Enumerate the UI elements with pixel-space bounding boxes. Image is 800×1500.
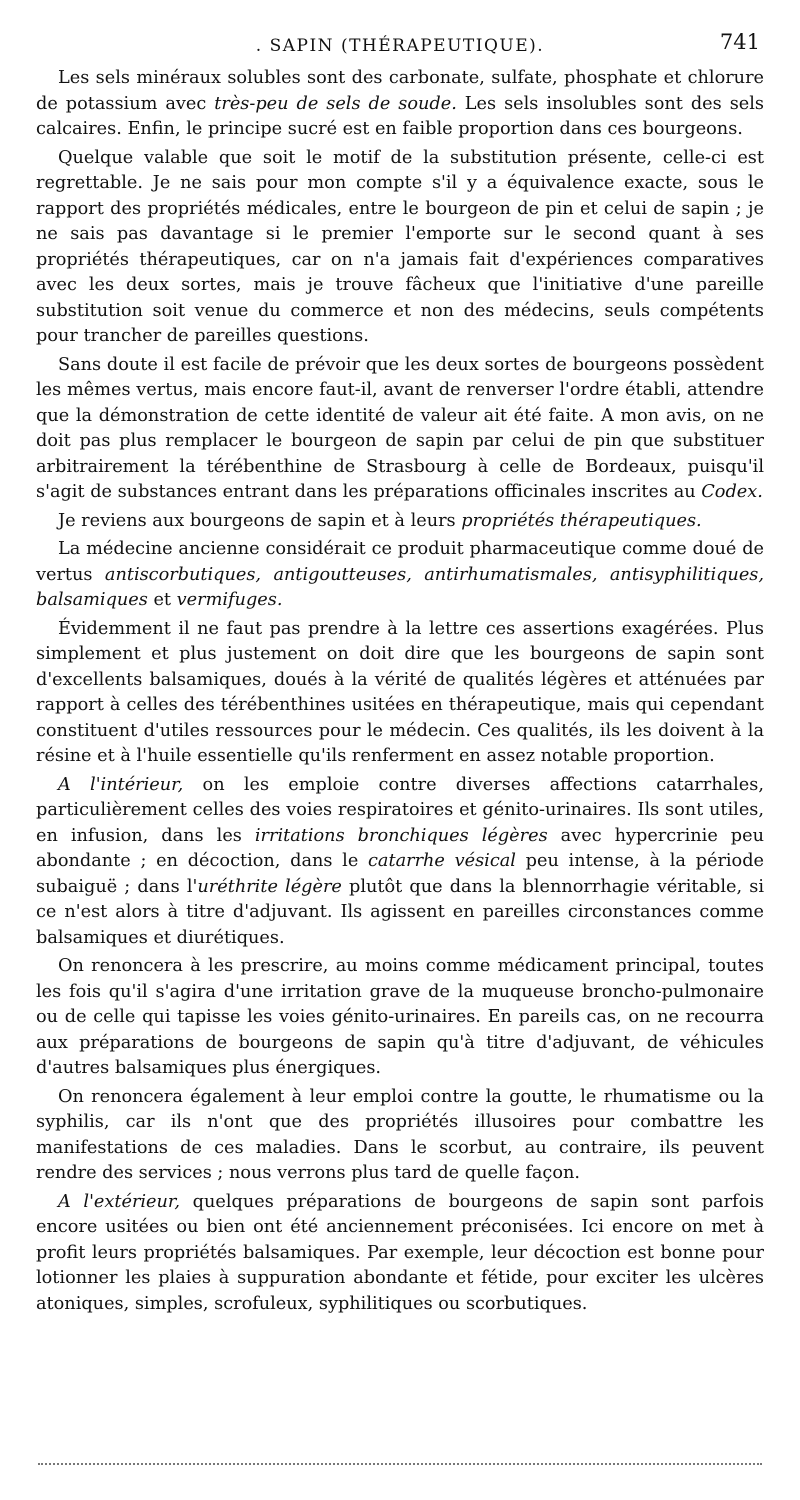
italic-text: A l'extérieur, (58, 1191, 181, 1212)
page-number: 741 (719, 30, 760, 54)
paragraph (36, 146, 764, 350)
paragraph (36, 1085, 764, 1187)
italic-text: très-peu de sels de soude. (214, 93, 457, 114)
text-segment: La médecine ancienne considérait ce produit pharmaceutique comme doué de vertus (36, 539, 764, 585)
italic-text: Codex. (701, 482, 763, 502)
paragraph (36, 1190, 764, 1318)
italic-text: uréthrite légère (197, 876, 342, 897)
body-text (36, 66, 764, 1320)
text-segment: Quelque valable que soit le motif de la substitution présente, celle-ci est regrettable. Je ne sais pour mon compte s'il y a équivalence exacte, sous le rapport des propriétés médicales, entre le bourgeon de pin et celui de sapin ; je ne sais pas davantage si le premier l'emporte sur le second quant à ses propriétés thérapeutiques, car on n'a jamais fait d'expériences comparatives avec les deux sortes, mais je trouve fâcheux que l'initiative d'une pareille substitution soit venue du commerce et non des médecins, seuls compétents pour trancher de pareilles questions. (36, 147, 764, 346)
text-segment: On renoncera également à leur emploi contre la goutte, le rhumatisme ou la syphilis, car ils n'ont que des propriétés illusoires pour combattre les manifestations de ces maladies. Dans le scorbut, au contraire, ils peuvent rendre des services ; nous verrons plus tard de quelle façon. (36, 1086, 764, 1183)
paragraph (36, 773, 764, 952)
italic-text: vermifuges. (176, 590, 283, 610)
italic-text: A l'intérieur, (58, 774, 184, 795)
italic-text: antiscorbutiques, antigoutteuses, antirhumatismales, antisyphilitiques, balsamiques (36, 564, 764, 610)
italic-text: propriétés thérapeutiques. (461, 510, 702, 531)
text-segment: peu intense, à la période subaiguë ; dans l' (36, 851, 764, 897)
paragraph (36, 353, 764, 506)
text-segment: Les sels minéraux solubles sont des carbonate, sulfate, phosphate et chlorure de potassium avec (36, 68, 764, 114)
text-segment: Évidemment il ne faut pas prendre à la lettre ces assertions exagérées. Plus simplement et plus justement on doit dire que les bourgeons de sapin sont d'excellents balsamiques, doués à la vérité de qualités légères et atténuées par rapport à celles des térébenthines usitées en thérapeutique, mais qui cependant constituent d'utiles ressources pour le médecin. Ces qualités, ils les doivent à la résine et à l'huile essentielle qu'ils renferment en assez notable proportion. (36, 618, 764, 766)
text-segment: Sans doute il est facile de prévoir que les deux sortes de bourgeons possèdent les mêmes vertus, mais encore faut-il, avant de renverser l'ordre établi, attendre que la démonstration de cette identité de valeur ait été faite. A mon avis, on ne doit pas plus remplacer le bourgeon de sapin par celui de pin que substituer arbitrairement la térébenthine de Strasbourg à celle de Bordeaux, puisqu'il s'agit de substances entrant dans les préparations officinales inscrites au (36, 354, 764, 502)
text-segment: et (147, 590, 177, 610)
italic-text: catarrhe vésical (368, 851, 516, 871)
text-segment: plutôt que dans la blennorrhagie véritable, si ce n'est alors à titre d'adjuvant. Ils agissent en pareilles circonstances comme balsamiques et diurétiques. (36, 876, 765, 948)
paragraph (36, 537, 764, 614)
text-segment: avec hypercrinie peu abondante ; en décoction, dans le (36, 825, 764, 871)
running-title: . SAPIN (THÉRAPEUTIQUE). (255, 36, 545, 56)
footer-dotted-rule (38, 1463, 762, 1465)
text-segment: on les emploie contre diverses affections catarrhales, particulièrement celles des voies respiratoires et génito-urinaires. Ils sont utiles, en infusion, dans les (36, 774, 764, 846)
text-segment: On renoncera à les prescrire, au moins comme médicament principal, toutes les fois qu'il s'agira d'une irritation grave de la muqueuse broncho-pulmonaire ou de celle qui tapisse les voies génito-urinaires. En pareils cas, on ne recourra aux préparations de bourgeons de sapin qu'à titre d'adjuvant, de véhicules d'autres balsamiques plus énergiques. (36, 956, 764, 1078)
paragraph (36, 617, 764, 770)
text-segment: Je reviens aux bourgeons de sapin et à leurs (58, 510, 462, 531)
page-header (36, 30, 764, 64)
paragraph (36, 954, 764, 1082)
paragraph (36, 66, 764, 143)
text-segment: Les sels insolubles sont des sels calcaires. Enfin, le principe sucré est en faible proportion dans ces bourgeons. (36, 93, 764, 139)
text-segment: quelques préparations de bourgeons de sapin sont parfois encore usitées ou bien ont été anciennement préconisées. Ici encore on met à profit leurs propriétés balsamiques. Par exemple, leur décoction est bonne pour lotionner les plaies à suppuration abondante et fétide, pour exciter les ulcères atoniques, simples, scrofuleux, syphilitiques ou scorbutiques. (36, 1191, 764, 1314)
paragraph (36, 509, 764, 535)
italic-text: irritations bronchiques légères (254, 825, 548, 846)
